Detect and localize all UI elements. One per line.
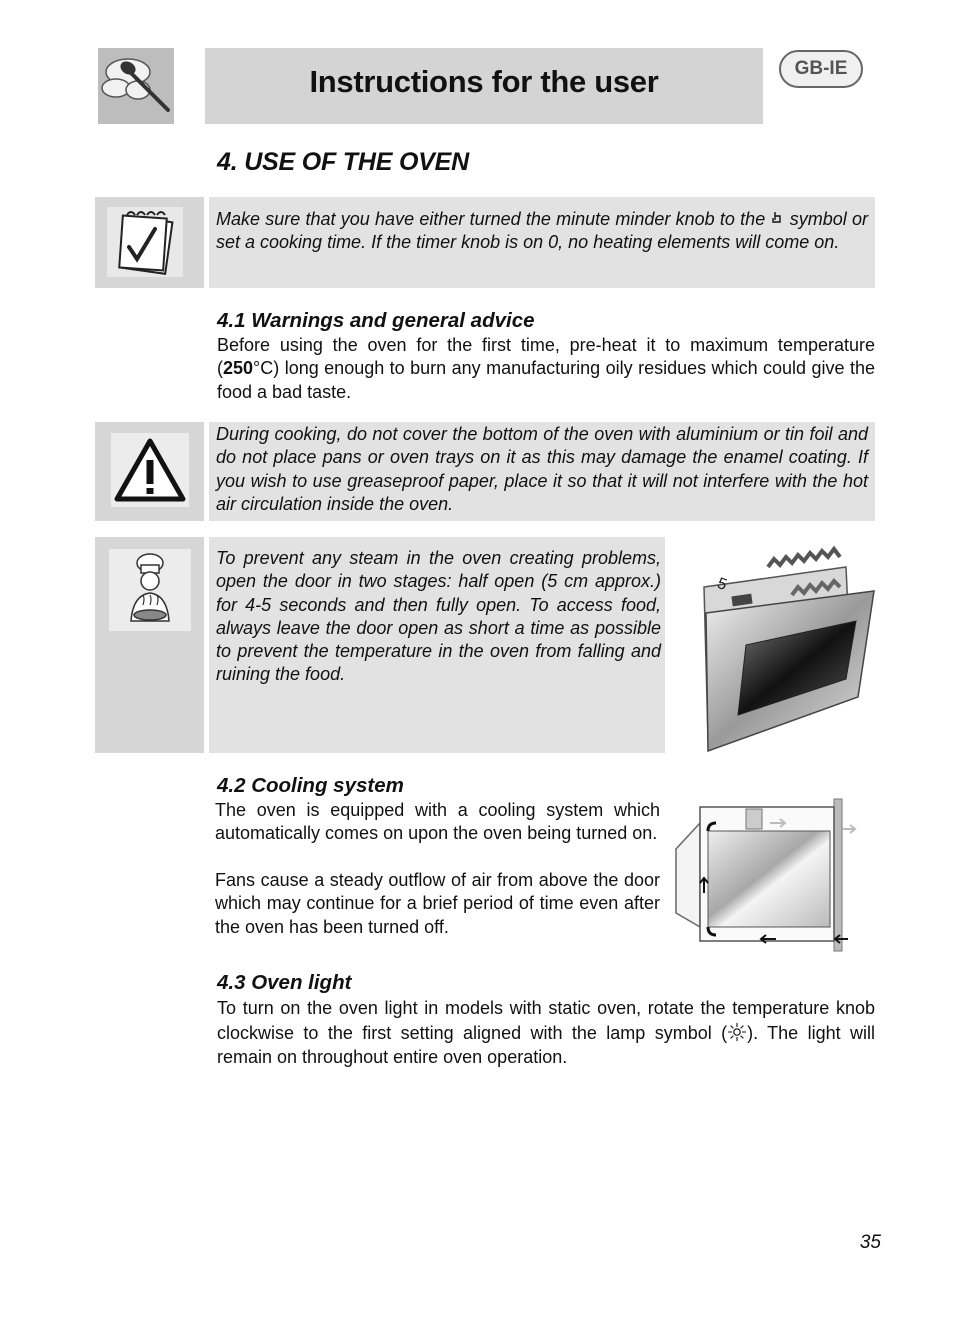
cooling-diagram bbox=[670, 795, 865, 955]
chef-logo bbox=[98, 48, 174, 124]
chef-cooking-icon bbox=[109, 549, 191, 631]
note-minder-text-start: Make sure that you have either turned the minute minder knob to the bbox=[216, 209, 766, 229]
note-steam-text: To prevent any steam in the oven creating problems, open the door in two stages: half open (5 cm approx.) for 4-5 seconds and then fully open. To access food, always leave the door open as short a time as possible to prevent the temperature in the oven from falling and ruining the food. bbox=[216, 548, 661, 685]
light-text-end: ). The light will remain on throughout entire oven operation. bbox=[217, 1022, 875, 1067]
light-heading: 4.3 Oven light bbox=[217, 971, 352, 994]
note-foil-icon-box bbox=[95, 422, 204, 521]
note-steam-icon-box bbox=[95, 537, 204, 753]
note-foil-text: During cooking, do not cover the bottom of the oven with aluminium or tin foil and do not place pans or oven trays on it as this may damage the enamel coating. If you wish to use greaseproof paper, place it so that it will not interfere with the hot air circulation inside the oven. bbox=[216, 424, 868, 514]
oven-door-open-icon bbox=[696, 537, 880, 753]
cooling-heading: 4.2 Cooling system bbox=[217, 774, 404, 797]
note-foil-box bbox=[209, 422, 875, 521]
oven-door-illustration bbox=[696, 537, 880, 753]
note-minder-icon-box bbox=[95, 197, 204, 288]
warnings-paragraph bbox=[217, 334, 875, 404]
warnings-text-end: °C) long enough to burn any manufacturing oily residues which could give the food a bad taste. bbox=[217, 358, 875, 402]
warnings-temperature-value: 250 bbox=[223, 358, 254, 379]
cooling-paragraph-1: The oven is equipped with a cooling system which automatically comes on upon the oven being turned on. bbox=[215, 800, 660, 844]
light-paragraph bbox=[217, 996, 875, 1070]
lamp-symbol-icon bbox=[727, 1022, 747, 1042]
page-number: 35 bbox=[859, 1232, 881, 1253]
header-title-bar bbox=[205, 48, 763, 124]
door-gap-label: 5 bbox=[714, 575, 730, 595]
light-text-start: To turn on the oven light in models with static oven, rotate the temperature knob clockwise to the first setting aligned with the lamp symbol ( bbox=[217, 998, 875, 1043]
cooling-paragraph-2: Fans cause a steady outflow of air from above the door which may continue for a brief period of time even after the oven has been turned off. bbox=[215, 870, 660, 937]
warnings-heading: 4.1 Warnings and general advice bbox=[217, 309, 535, 332]
notepad-check-icon bbox=[107, 207, 183, 277]
cooling-airflow-diagram bbox=[670, 795, 865, 955]
warnings-text-start: Before using the oven for the first time, pre-heat it to maximum temperature ( bbox=[217, 335, 875, 379]
note-minder-text-end: symbol or set a cooking time. If the timer knob is on 0, no heating elements will come on. bbox=[216, 209, 868, 253]
note-minder-box bbox=[209, 197, 875, 288]
language-badge: GB-IE bbox=[779, 50, 863, 88]
chef-hat-spoon-icon bbox=[98, 48, 174, 124]
hand-symbol-icon bbox=[770, 210, 784, 226]
note-steam-box bbox=[209, 537, 665, 753]
section-title: 4. USE OF THE OVEN bbox=[217, 148, 470, 176]
note-minder-text bbox=[216, 208, 868, 255]
page-title: Instructions for the user bbox=[309, 64, 659, 99]
warning-triangle-icon bbox=[111, 433, 189, 507]
